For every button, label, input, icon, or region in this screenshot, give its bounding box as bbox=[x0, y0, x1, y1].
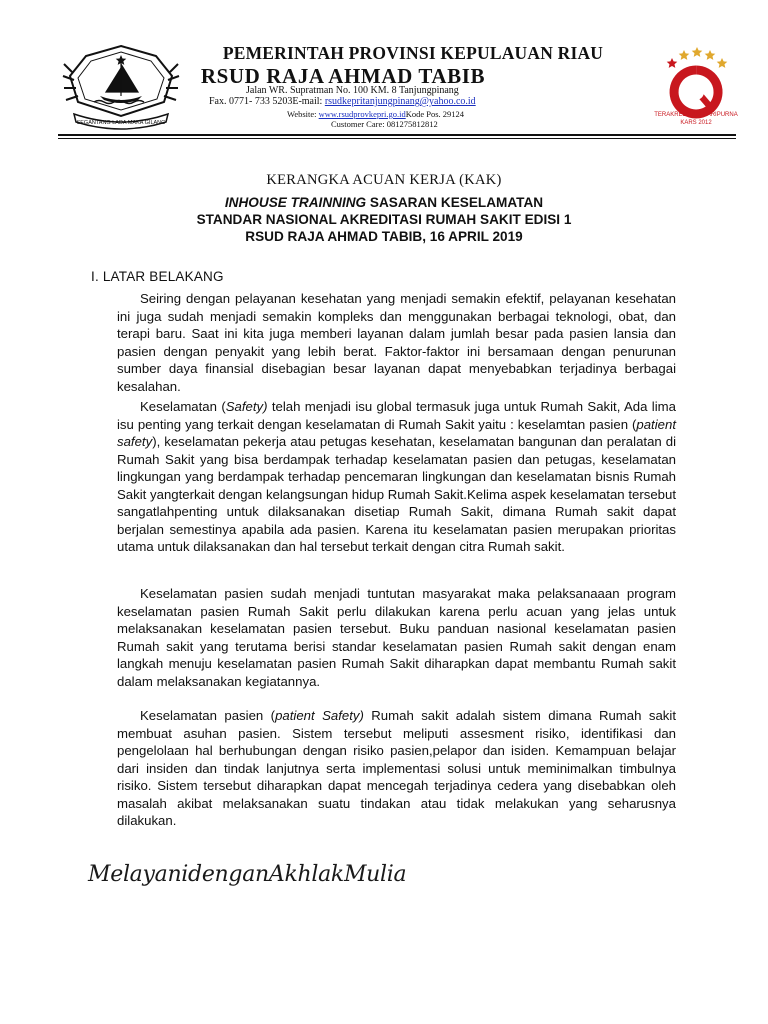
document-subtitle-3: RSUD RAJA AHMAD TABIB, 16 APRIL 2019 bbox=[245, 229, 523, 244]
government-name: PEMERINTAH PROVINSI KEPULAUAN RIAU bbox=[222, 43, 604, 63]
left-logo-motto: SEGANTANG LADA MAKA GILANG bbox=[76, 120, 166, 126]
paragraph-3: Keselamatan pasien sudah menjadi tuntutan masyarakat maka pelaksanaaan program keselamatan pasien Rumah Sakit perlu dilakukan karena perlu acuan yang jelas untuk melaksanakan keselamatan pasien tersebut. Buku panduan nasional keselamatan pasien Rumah sakit yang terutama berisi standar keselamatan pasien Rumah sakit dengan enam langkah menuju keselamatan pasien Rumah Sakit diharapkan dapat membantu Rumah sakit dalam melaksanakan kegiatannya. bbox=[117, 586, 676, 689]
accreditation-caption bbox=[648, 111, 744, 127]
website-label: Website: bbox=[287, 109, 319, 119]
letterhead-rule-thin bbox=[58, 138, 736, 139]
letterhead-rule-thick bbox=[58, 134, 736, 136]
address-street: Jalan WR. Supratman No. 100 KM. 8 Tanjungpinang bbox=[246, 85, 459, 96]
customer-care: Customer Care: 081275812812 bbox=[331, 119, 438, 129]
p2-text-e: ), keselamatan pekerja atau petugas kesehatan, keselamatan bangunan dan peralatan di Rumah Sakit yang bisa berdampak terhadap keselamatan pasien dan petugas, keselamatan lingkungan yang berdampak terhadap pencemaran lingkungan dan keselamatan bisnis Rumah Sakit yangterkait dengan kelangsungan hidup Rumah Sakit.Kelima aspek keselamatan tersebut sangatlahpenting untuk dilaksanakan disetiap Rumah Sakit, dimana Rumah sakit dapat berjalan semestinya apabila ada pasien. Karena itu keselamatan pasien merupakan prioritas utama untuk dilaksanakan dan hal tersebut terkait dengan citra Rumah sakit. bbox=[117, 434, 676, 554]
p2-italic-safety: Safety) bbox=[225, 399, 268, 414]
gold-stars bbox=[667, 47, 728, 68]
footer-motto: MelayanidenganAkhlakMulia bbox=[88, 862, 407, 887]
email-link[interactable]: rsudkepritanjungpinang@yahoo.co.id bbox=[324, 96, 476, 107]
postal-code: Kode Pos. 29124 bbox=[405, 109, 465, 119]
p2-text-a: Keselamatan ( bbox=[140, 399, 226, 414]
subtitle-rest: SASARAN KESELAMATAN bbox=[366, 195, 544, 210]
section-heading: I. LATAR BELAKANG bbox=[91, 269, 224, 284]
document-title: KERANGKA ACUAN KERJA (KAK) bbox=[266, 172, 502, 188]
address-contact bbox=[209, 96, 476, 108]
p4-italic-patient-safety: patient Safety) bbox=[275, 708, 364, 723]
website-link[interactable]: www.rsudprovkepri.go.id bbox=[318, 109, 406, 119]
accreditation-caption-line2: KARS 2012 bbox=[680, 120, 712, 126]
subtitle-italic: INHOUSE TRAINNING bbox=[224, 195, 367, 210]
paragraph-2 bbox=[117, 398, 676, 556]
document-subtitle-2: STANDAR NASIONAL AKREDITASI RUMAH SAKIT EDISI 1 bbox=[196, 212, 572, 227]
accreditation-caption-line1: TERAKREDITASI PARIPURNA bbox=[654, 112, 738, 118]
paragraph-4 bbox=[117, 707, 676, 830]
hospital-name: RSUD RAJA AHMAD TABIB bbox=[200, 64, 486, 88]
p2-text-c: telah menjadi isu global termasuk juga untuk Rumah Sakit, Ada lima isu penting yang terkait dengan keselamatan di Rumah Sakit yaitu : keselamtan pasien ( bbox=[117, 399, 676, 432]
p4-text-c: Rumah sakit adalah sistem dimana Rumah sakit membuat asuhan pasien. Sistem tersebut meliputi assesment risiko, identifikasi dan pengelolaan hal berhubungan dengan risiko pasien,pelapor dan isiden. Kemampuan belajar dari insiden dan tindak lanjutnya serta implementasi solusi untuk meminimalkan timbulnya risiko. Sistem tersebut diharapkan dapat mencegah terjadinya cedera yang disebabkan oleh masalah akibat melaksanakan suatu tindakan atau tidak melakukan yang seharusnya dilakukan. bbox=[117, 708, 676, 828]
paragraph-1: Seiring dengan pelayanan kesehatan yang menjadi semakin efektif, pelayanan kesehatan ini juga sudah menjadi semakin kompleks dan menggunakan berbagai teknologi, obat, dan terapi baru. Saat ini kita juga memberi layanan dalam jumlah besar pada pasien lansia dan pasien dengan penyakit yang lebih berat. Faktor-faktor ini bersamaan dengan penurunan sumber daya finansial disebagian besar layanan dapat menyebabkan terjadinya berbagai kesalahan. bbox=[117, 291, 676, 394]
p4-text-a: Keselamatan pasien ( bbox=[140, 708, 276, 723]
fax-label: Fax. 0771- 733 5203E-mail: bbox=[209, 96, 325, 107]
p2-italic-patient-safety: patient safety bbox=[117, 416, 676, 449]
provincial-emblem-logo bbox=[60, 42, 182, 132]
document-subtitle-1 bbox=[0, 195, 768, 210]
